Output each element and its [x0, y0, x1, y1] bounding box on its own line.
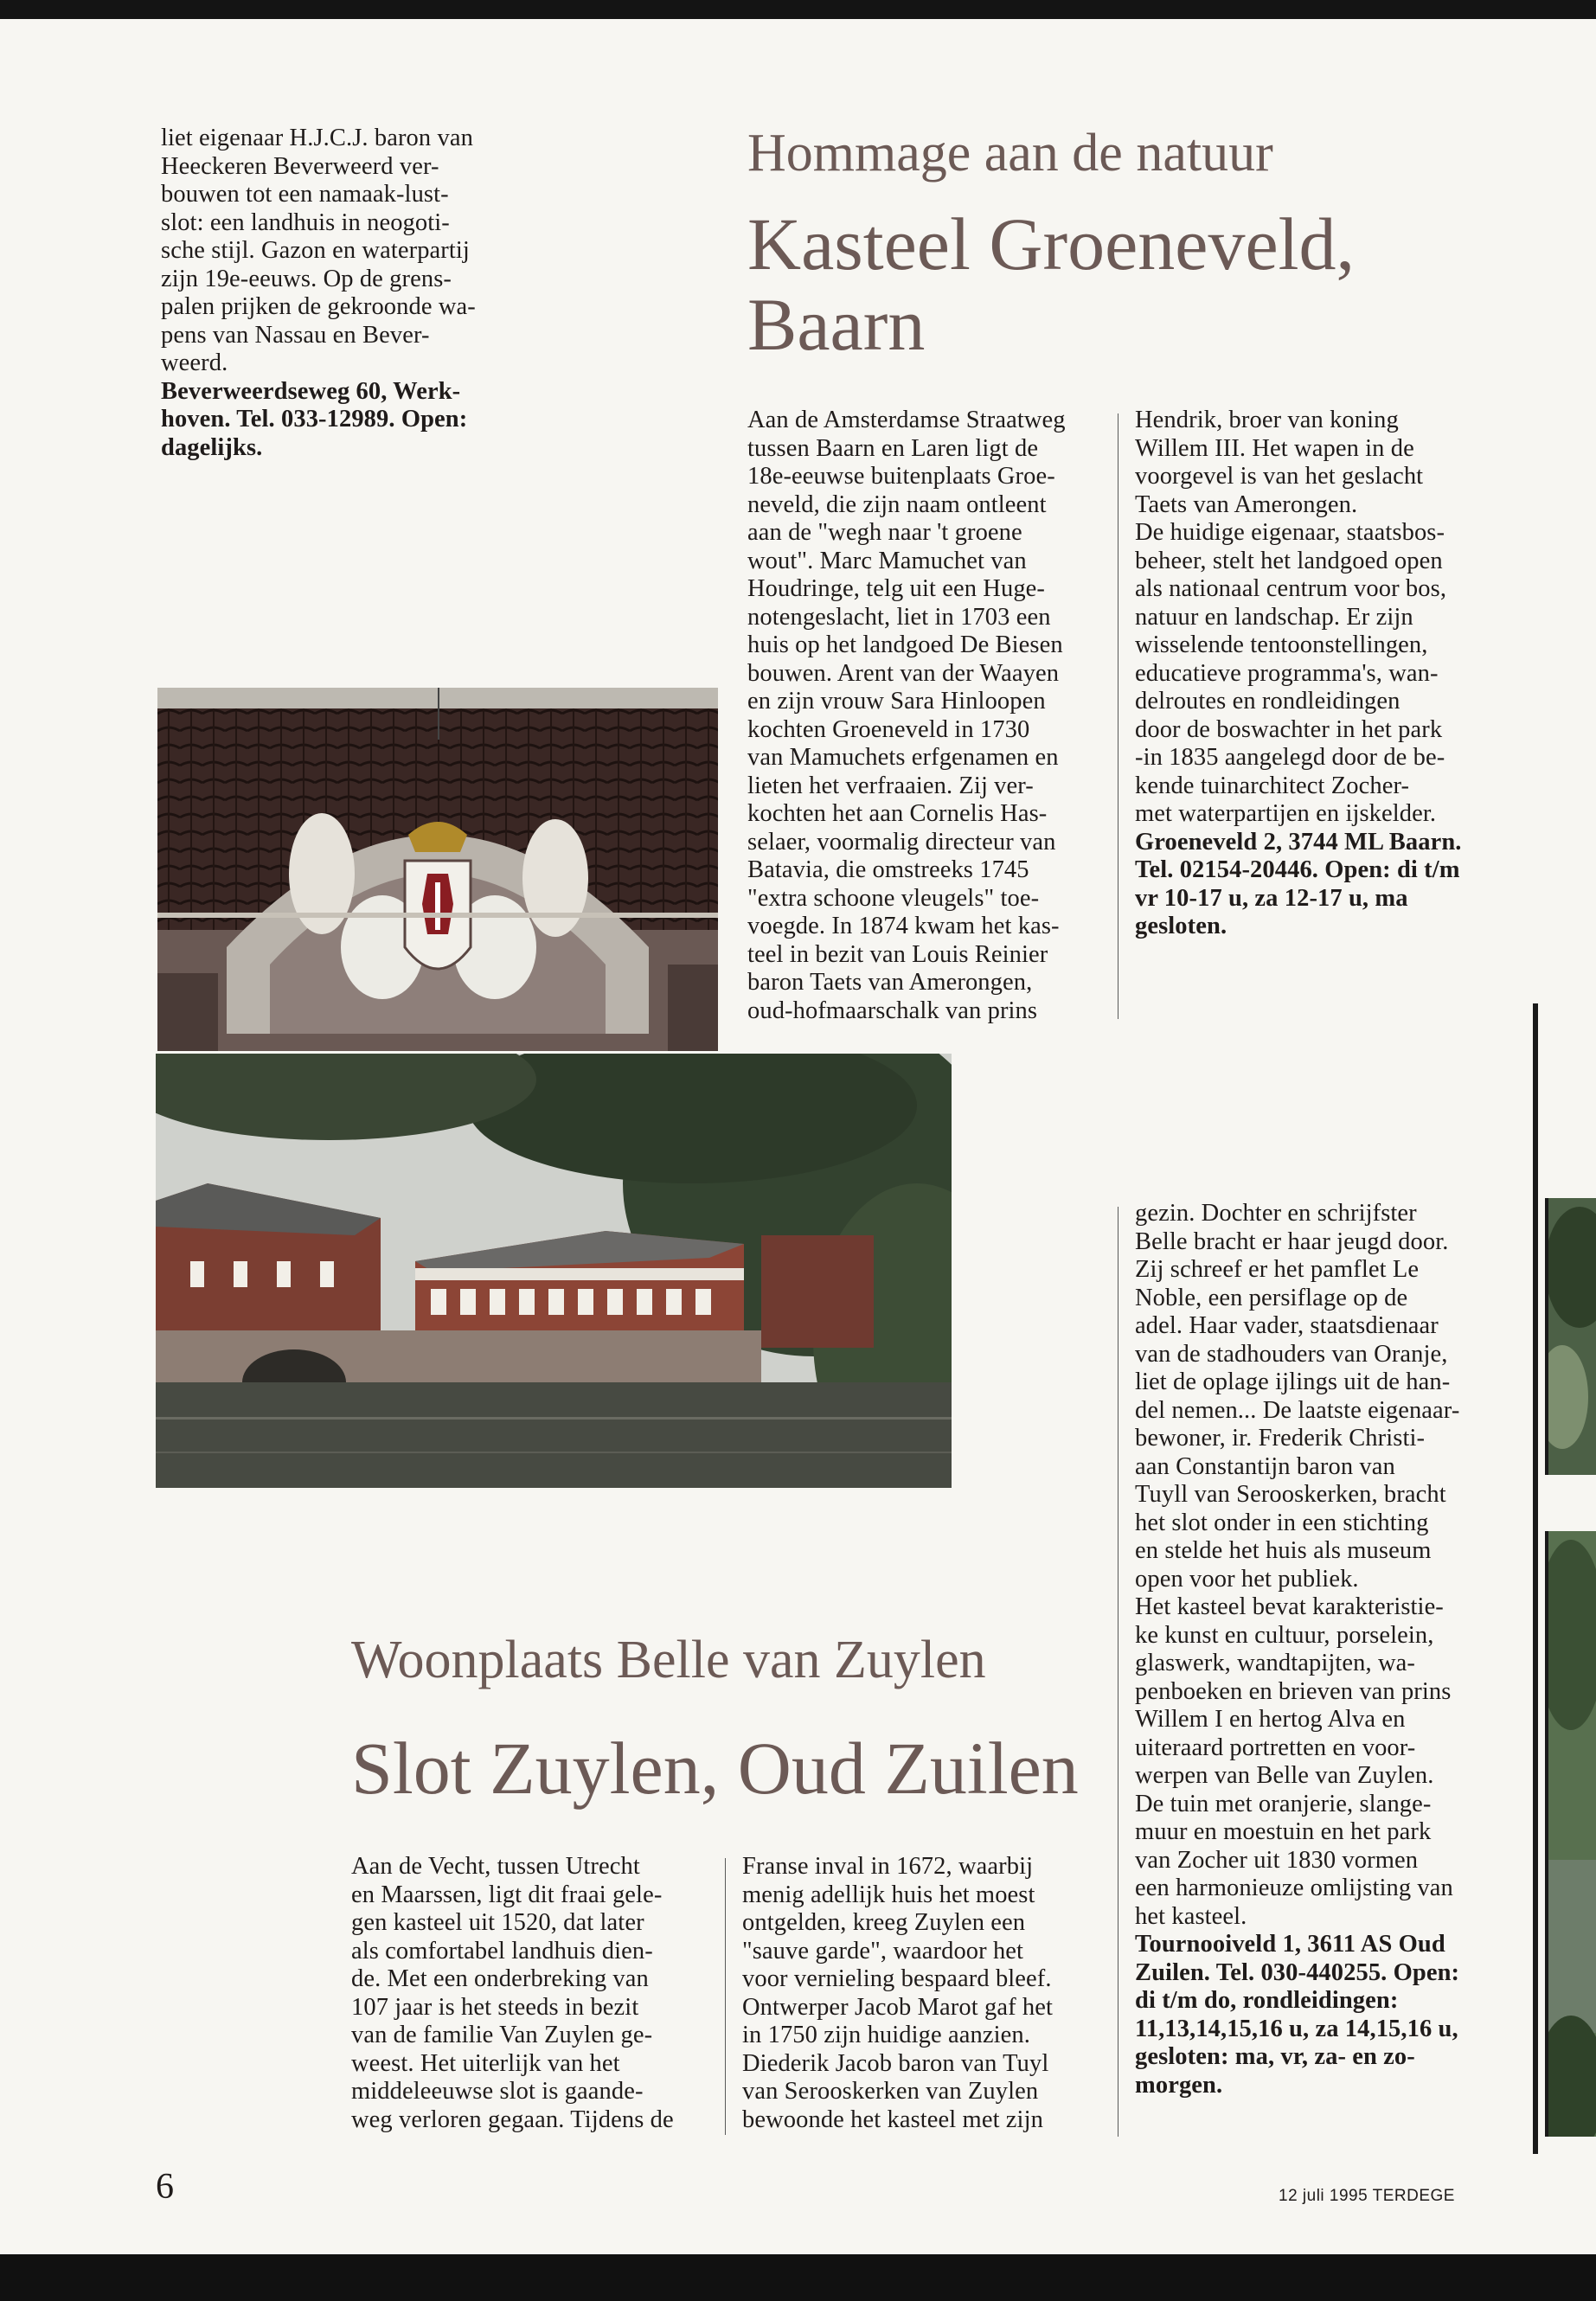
edge-photo-bottom — [1545, 1531, 1596, 2137]
zuylen-col3 — [1135, 1200, 1516, 2099]
edge-photo-bottom-image — [1545, 1531, 1596, 2137]
groeneveld-heading — [747, 126, 1491, 365]
groeneveld-col1 — [747, 407, 1111, 1025]
bottom-rule — [0, 2254, 1596, 2301]
groeneveld-col2-text: Hendrik, broer van koning Willem III. Het wapen in de voorgevel is van het geslacht Taets van Amerongen. De huidige eigenaar, staatsbos- beheer, stelt het landgoed open als nationaal centrum voor bos, natuur en landschap. Er zijn wisselende tentoonstellingen, educatieve programma's, wan- delroutes en rondleidingen door de boswachter in het park -in 1835 aangelegd door de be- kende tuinarchitect Zocher- met waterpartijen en ijskelder. — [1135, 407, 1447, 827]
zuylen-col1-text: Aan de Vecht, tussen Utrecht en Maarssen, ligt dit fraai gele- gen kasteel uit 1520, dat later als comfortabel landhuis dien- de. Met een onderbreking van 107 jaar is het steeds in bezit van de familie Van Zuylen ge- weest. Het uiterlijk van het middeleeuwse slot is gaande- weg verloren gegaan. Tijdens de — [351, 1853, 674, 2133]
zuylen-col1 — [351, 1853, 715, 2134]
prev-article-info: Beverweerdseweg 60, Werk- hoven. Tel. 033-12989. Open: dagelijks. — [161, 377, 468, 461]
groeneveld-kicker: Hommage aan de natuur — [747, 124, 1273, 183]
column-divider — [725, 1858, 726, 2135]
zuylen-col2-text: Franse inval in 1672, waarbij menig adellijk huis het moest ontgelden, kreeg Zuylen een "sauve garde", waardoor het voor vernieling bespaard bleef. Ontwerper Jacob Marot gaf het in 1750 zijn huidige aanzien. Diederik Jacob baron van Tuyl van Serooskerken van Zuylen bewoonde het kasteel met zijn — [742, 1853, 1054, 2133]
edge-photo-top-image — [1545, 1198, 1596, 1475]
zuylen-col3-text: gezin. Dochter en schrijfster Belle bracht er haar jeugd door. Zij schreef er het pamflet Le Noble, een persiflage op de adel. Haar vader, staatsdienaar van de stadhouders van Oranje, liet de oplage ijlings uit de han- del nemen... De laatste eigenaar- bewoner, ir. Frederik Christi- aan Constantijn baron van Tuyll van Serooskerken, bracht het slot onder in een stichting en stelde het huis als museum open voor het publiek. Het kasteel bevat karakteristie- ke kunst en cultuur, porselein, glaswerk, wandtapijten, wa- penboeken en brieven van prins Willem I en hertog Alva en uiteraard portretten en voor- werpen van Belle van Zuylen. De tuin met oranjerie, slange- muur en moestuin en het park van Zocher uit 1830 vormen een harmonieuze omlijsting van het kasteel. — [1135, 1200, 1460, 1930]
prev-article — [161, 125, 524, 462]
zuylen-info: Tournooiveld 1, 3611 AS Oud Zuilen. Tel. 030-440255. Open: di t/m do, rondleidingen: 11,13,14,15,16 u, za 14,15,16 u, gesloten: ma, vr, za- en zo- morgen. — [1135, 1931, 1460, 2099]
zuylen-col2 — [742, 1853, 1114, 2134]
gable-coat-of-arms-photo — [157, 688, 718, 1051]
gable-photo-image — [157, 688, 718, 1051]
slot-zuylen-photo — [156, 1054, 952, 1488]
zuylen-kicker: Woonplaats Belle van Zuylen — [351, 1631, 986, 1689]
top-rule — [0, 0, 1596, 19]
edge-photo-top — [1545, 1198, 1596, 1475]
right-edge-bar — [1533, 1003, 1538, 2154]
slot-zuylen-image — [156, 1054, 952, 1488]
prev-article-text: liet eigenaar H.J.C.J. baron van Heeckeren Beverweerd ver- bouwen tot een namaak-lust- slot: een landhuis in neogoti- sche stijl. Gazon en waterpartij zijn 19e-eeuws. Op de grens- palen prijken de gekroonde wa- pens van Nassau en Bever- weerd. — [161, 125, 476, 376]
page-number: 6 — [156, 2167, 174, 2207]
groeneveld-col1-text: Aan de Amsterdamse Straatweg tussen Baarn en Laren ligt de 18e-eeuwse buitenplaats Groe- neveld, die zijn naam ontleent aan de "wegh naar 't groene wout". Marc Mamuchet van Houdringe, telg uit een Huge- notengeslacht, liet in 1703 een huis op het landgoed De Biesen bouwen. Arent van der Waayen en zijn vrouw Sara Hinloopen kochten Groeneveld in 1730 van Mamuchets erfgenamen en lieten het verfraaien. Zij ver- kochten het aan Cornelis Has- selaer, voormalig directeur van Batavia, die omstreeks 1745 "extra schoone vleugels" toe- voegde. In 1874 kwam het kas- teel in bezit van Louis Reinier baron Taets van Amerongen, oud-hofmaarschalk van prins — [747, 407, 1066, 1024]
folio-date-magazine: 12 juli 1995 TERDEGE — [1279, 2187, 1455, 2205]
groeneveld-info: Groeneveld 2, 3744 ML Baarn. Tel. 02154-20446. Open: di t/m vr 10-17 u, za 12-17 u, ma gesloten. — [1135, 828, 1462, 939]
groeneveld-title-line2: Baarn — [747, 282, 926, 366]
zuylen-heading — [351, 1633, 1130, 1809]
zuylen-title: Slot Zuylen, Oud Zuilen — [351, 1727, 1079, 1810]
groeneveld-col2 — [1135, 407, 1507, 941]
groeneveld-title-line1: Kasteel Groeneveld, — [747, 202, 1356, 285]
